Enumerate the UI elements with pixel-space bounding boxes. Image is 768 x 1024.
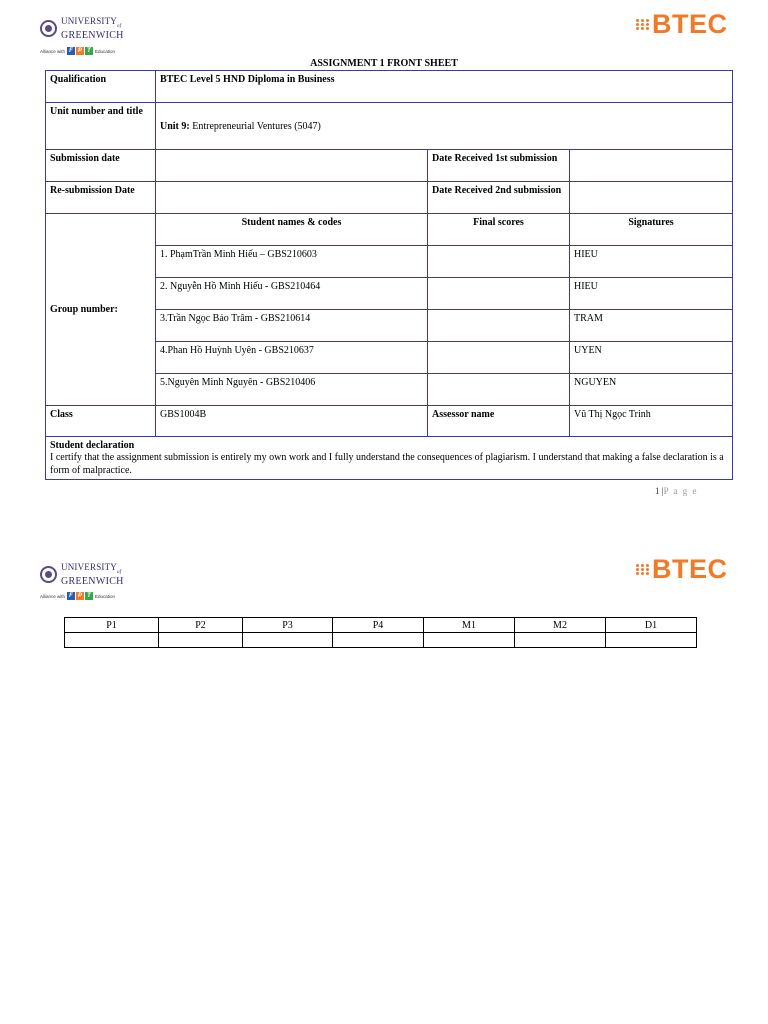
alliance-suffix: Education (95, 48, 116, 54)
page-number (655, 486, 698, 496)
student-signature: TRAM (570, 310, 733, 342)
page-separator: | (661, 486, 664, 496)
btec-dots-icon (636, 564, 650, 575)
resubmission-date-field[interactable] (156, 182, 428, 214)
btec-logo (636, 556, 728, 583)
greenwich-word: GREENWICH (61, 575, 124, 587)
student-score[interactable] (428, 246, 570, 278)
greenwich-wordmark (61, 563, 124, 586)
grade-value[interactable] (424, 633, 515, 648)
grade-header: P4 (333, 618, 424, 633)
btec-wordmark: BTEC (652, 554, 728, 584)
unit-prefix: Unit 9: (160, 120, 190, 132)
declaration-text: I certify that the assignment submission is entirely my own work and I fully understand the consequences of plagiarism. I understand that making a false declaration is a form of malpractice. (50, 452, 724, 476)
grades-header-row (65, 618, 697, 633)
alliance-suffix: Education (95, 593, 116, 599)
date-received-2-field[interactable] (570, 182, 733, 214)
date-received-1-label: Date Received 1st submission (428, 150, 570, 182)
student-name: 3.Trần Ngọc Bảo Trâm - GBS210614 (156, 310, 428, 342)
student-score[interactable] (428, 278, 570, 310)
student-name: 5.Nguyên Minh Nguyên - GBS210406 (156, 374, 428, 406)
class-label: Class (46, 406, 156, 437)
greenwich-seal-icon (40, 20, 57, 37)
grade-header: P3 (243, 618, 333, 633)
sheet-title: ASSIGNMENT 1 FRONT SHEET (310, 58, 458, 69)
grade-value[interactable] (606, 633, 697, 648)
grade-header: P2 (159, 618, 243, 633)
student-score[interactable] (428, 374, 570, 406)
col-scores-header: Final scores (428, 214, 570, 246)
assessor-value: Vũ Thị Ngọc Trinh (570, 406, 733, 437)
declaration-title: Student declaration (50, 440, 135, 451)
unit-label: Unit number and title (46, 103, 156, 150)
fpt-letter-f: F (67, 592, 75, 600)
fpt-logo-icon (67, 47, 93, 55)
date-received-1-field[interactable] (570, 150, 733, 182)
student-name: 4.Phan Hồ Huỳnh Uyên - GBS210637 (156, 342, 428, 374)
fpt-alliance-logo (40, 47, 115, 55)
university-of: of (117, 569, 122, 575)
fpt-letter-p: P (78, 48, 83, 54)
university-word: UNIVERSITY (61, 562, 117, 572)
class-value: GBS1004B (156, 406, 428, 437)
university-of: of (117, 23, 122, 29)
grade-value[interactable] (159, 633, 243, 648)
student-signature: HIEU (570, 278, 733, 310)
grade-value[interactable] (333, 633, 424, 648)
page-word: P a g e (663, 486, 698, 496)
col-students-header: Student names & codes (156, 214, 428, 246)
grades-value-row (65, 633, 697, 648)
col-signatures-header: Signatures (570, 214, 733, 246)
greenwich-logo (40, 563, 124, 586)
greenwich-wordmark (61, 17, 124, 40)
student-name: 2. Nguyễn Hồ Minh Hiếu - GBS210464 (156, 278, 428, 310)
grade-value[interactable] (65, 633, 159, 648)
alliance-prefix: Alliance with (40, 48, 66, 54)
declaration-cell (46, 437, 733, 480)
grade-header: D1 (606, 618, 697, 633)
submission-date-label: Submission date (46, 150, 156, 182)
grade-header: M1 (424, 618, 515, 633)
qualification-value: BTEC Level 5 HND Diploma in Business (156, 71, 733, 103)
page-number-value: 1 (655, 486, 660, 496)
btec-logo (636, 11, 728, 38)
front-sheet-table (45, 70, 733, 480)
group-number-label: Group number: (46, 214, 156, 406)
greenwich-logo (40, 17, 124, 40)
unit-value: Entrepreneurial Ventures (5047) (192, 120, 321, 132)
greenwich-seal-icon (40, 566, 57, 583)
btec-dots-icon (636, 19, 650, 30)
btec-wordmark: BTEC (652, 9, 728, 39)
fpt-letter-t: T (85, 47, 93, 55)
fpt-logo-icon (67, 592, 93, 600)
assessor-label: Assessor name (428, 406, 570, 437)
date-received-2-label: Date Received 2nd submission (428, 182, 570, 214)
student-signature: UYEN (570, 342, 733, 374)
grades-table (64, 617, 697, 648)
student-score[interactable] (428, 342, 570, 374)
student-name: 1. PhạmTrần Minh Hiếu – GBS210603 (156, 246, 428, 278)
submission-date-field[interactable] (156, 150, 428, 182)
resubmission-date-label: Re-submission Date (46, 182, 156, 214)
alliance-prefix: Alliance with (40, 593, 66, 599)
student-signature: NGUYEN (570, 374, 733, 406)
grade-value[interactable] (515, 633, 606, 648)
student-signature: HIEU (570, 246, 733, 278)
grade-header: M2 (515, 618, 606, 633)
grade-value[interactable] (243, 633, 333, 648)
qualification-label: Qualification (46, 71, 156, 103)
fpt-alliance-logo (40, 592, 115, 600)
unit-cell (156, 103, 733, 150)
fpt-letter-f: F (67, 47, 75, 55)
fpt-letter-p: P (78, 593, 83, 599)
grade-header: P1 (65, 618, 159, 633)
fpt-letter-t: T (85, 592, 93, 600)
greenwich-word: GREENWICH (61, 29, 124, 41)
student-score[interactable] (428, 310, 570, 342)
university-word: UNIVERSITY (61, 16, 117, 26)
